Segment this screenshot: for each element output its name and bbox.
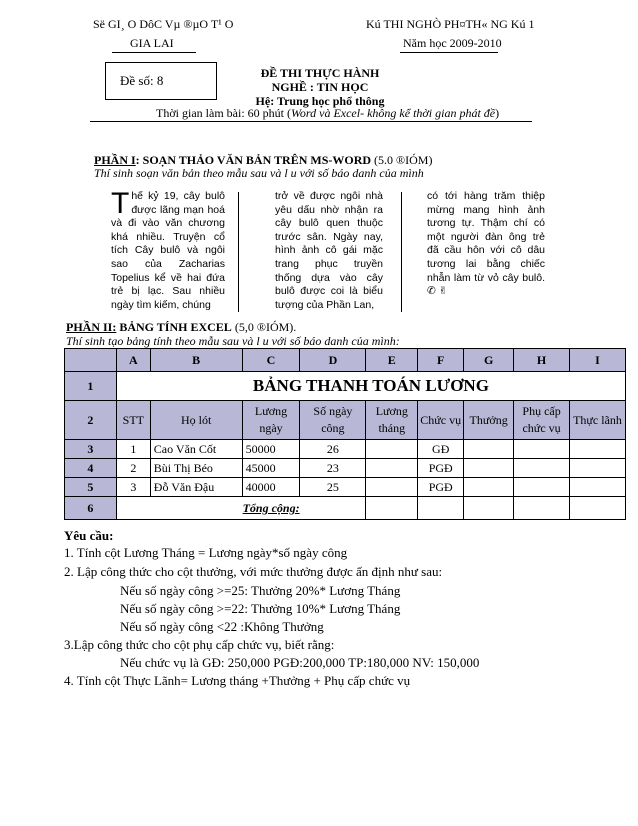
requirement-item: Nếu số ngày công >=25: Thưởng 20%* Lương Tháng xyxy=(120,583,401,598)
requirement-item: 3.Lập công thức cho cột phụ cấp chức vụ, biết rằng: xyxy=(64,637,335,652)
excel-table xyxy=(64,348,626,520)
table-row xyxy=(65,372,626,401)
cell-position[interactable]: GĐ xyxy=(418,440,464,459)
table-title: BẢNG THANH TOÁN LƯƠNG xyxy=(116,372,625,401)
cell-allowance[interactable] xyxy=(514,459,570,478)
col-letter: H xyxy=(514,349,570,372)
total-cell[interactable] xyxy=(464,497,514,520)
table-row xyxy=(65,478,626,497)
col-letter: C xyxy=(242,349,300,372)
cell-name[interactable]: Đỗ Văn Đậu xyxy=(150,478,242,497)
exam-subject: NGHỀ : TIN HỌC xyxy=(271,80,369,94)
requirement-item: 2. Lập công thức cho cột thưởng, với mức thưởng được ấn định như sau: xyxy=(64,564,443,579)
cell-net-pay[interactable] xyxy=(570,440,626,459)
cell-allowance[interactable] xyxy=(514,478,570,497)
column-header: Số ngày công xyxy=(300,401,366,440)
cell-name[interactable]: Bùi Thị Béo xyxy=(150,459,242,478)
requirement-item: Nếu số ngày công <22 :Không Thưởng xyxy=(120,619,324,634)
table-row xyxy=(65,459,626,478)
total-cell[interactable] xyxy=(514,497,570,520)
drop-cap: T xyxy=(111,187,130,220)
province-name: GIA LAI xyxy=(130,36,174,50)
total-cell[interactable] xyxy=(570,497,626,520)
exam-title: ĐỀ THI THỰC HÀNH xyxy=(260,66,380,80)
total-row xyxy=(65,497,626,520)
requirement-item: 4. Tính cột Thực Lãnh= Lương tháng +Thưởng + Phụ cấp chức vụ xyxy=(64,673,411,688)
cell-position[interactable]: PGĐ xyxy=(418,459,464,478)
cell-daily-wage[interactable]: 40000 xyxy=(242,478,300,497)
col-letter: G xyxy=(464,349,514,372)
column-header: Chức vụ xyxy=(418,401,464,440)
header-underline xyxy=(112,52,196,53)
cell-position[interactable]: PGĐ xyxy=(418,478,464,497)
row-number: 5 xyxy=(65,478,117,497)
col-letter: B xyxy=(150,349,242,372)
column-header: Phụ cấp chức vụ xyxy=(514,401,570,440)
part1-instruction: Thí sinh soạn văn bản theo mẫu sau và l u với số báo danh của mình xyxy=(94,166,424,180)
cell-workdays[interactable]: 25 xyxy=(300,478,366,497)
part2-instruction: Thí sinh tạo bảng tính theo mẫu sau và l u với số báo danh của mình: xyxy=(66,334,400,348)
column-header: Họ lót xyxy=(150,401,242,440)
school-year: Năm học 2009-2010 xyxy=(403,36,502,50)
title-underline xyxy=(90,121,532,122)
corner-cell xyxy=(65,349,117,372)
requirement-item: 1. Tính cột Lương Tháng = Lương ngày*số ngày công xyxy=(64,545,348,560)
exam-duration: Thời gian làm bài: 60 phút (Word và Excel- không kể thời gian phát đề) xyxy=(156,106,500,120)
row-number: 4 xyxy=(65,459,117,478)
cell-bonus[interactable] xyxy=(464,478,514,497)
column-header: Thưởng xyxy=(464,401,514,440)
col-letter: E xyxy=(366,349,418,372)
column-separator-2 xyxy=(401,192,402,312)
cell-monthly-wage[interactable] xyxy=(366,440,418,459)
requirement-item: Nếu chức vụ là GĐ: 250,000 PGĐ:200,000 TP:180,000 NV: 150,000 xyxy=(120,655,480,670)
col-letter: F xyxy=(418,349,464,372)
row-number: 3 xyxy=(65,440,117,459)
exam-code: Đề số: 8 xyxy=(120,73,164,88)
cell-monthly-wage[interactable] xyxy=(366,478,418,497)
col-letter: A xyxy=(116,349,150,372)
cell-stt[interactable]: 1 xyxy=(116,440,150,459)
word-column-1: Thế kỷ 19, cây bulô được lãng mạn hoá và đi vào văn chương khá nhiều. Truyện cổ tích Cây bulô và ngôi sao của Zacharias Topelius kể về hai đứa trẻ bị lạc. Sau nhiều ngày tìm kiếm, chúng xyxy=(111,187,225,311)
column-letter-row xyxy=(65,349,626,372)
requirement-item: Nếu số ngày công >=22: Thưởng 10%* Lương Tháng xyxy=(120,601,401,616)
part1-heading: PHẦN I: SOẠN THẢO VĂN BẢN TRÊN MS-WORD (5.0 ®IÓM) xyxy=(94,153,433,167)
cell-monthly-wage[interactable] xyxy=(366,459,418,478)
cell-net-pay[interactable] xyxy=(570,478,626,497)
cell-stt[interactable]: 2 xyxy=(116,459,150,478)
column-header: Lương ngày xyxy=(242,401,300,440)
column-header: Lương tháng xyxy=(366,401,418,440)
cell-daily-wage[interactable]: 50000 xyxy=(242,440,300,459)
total-cell[interactable] xyxy=(366,497,418,520)
total-label: Tổng cộng: xyxy=(116,497,365,520)
part2-heading: PHẦN II: BẢNG TÍNH EXCEL (5,0 ®IÓM). xyxy=(66,320,297,334)
column-separator-1 xyxy=(238,192,239,312)
cell-workdays[interactable]: 26 xyxy=(300,440,366,459)
symbol-icons: ✆ ✌ xyxy=(427,285,448,298)
header-underline-right xyxy=(400,52,498,53)
cell-net-pay[interactable] xyxy=(570,459,626,478)
cell-name[interactable]: Cao Văn Cốt xyxy=(150,440,242,459)
word-column-3: có tới hàng trăm thiệp mừng mang hình ảnh tương tự. Thậm chí có một người đàn ông trẻ đã cầu hôn với cô dâu tương lai bằng chiếc nhẫn làm từ vỏ cây bulô. ✆ ✌ xyxy=(427,190,545,298)
department-name: Së GI¸ O DôC Vµ ®µO T¹ O xyxy=(93,17,234,31)
cell-daily-wage[interactable]: 45000 xyxy=(242,459,300,478)
row-number: 6 xyxy=(65,497,117,520)
total-cell[interactable] xyxy=(418,497,464,520)
row-number: 2 xyxy=(65,401,117,440)
exam-name: Kú THI NGHÒ PH¤TH« NG Kú 1 xyxy=(366,17,535,31)
cell-allowance[interactable] xyxy=(514,440,570,459)
row-number: 1 xyxy=(65,372,117,401)
table-header-row xyxy=(65,401,626,440)
cell-bonus[interactable] xyxy=(464,459,514,478)
col-letter: I xyxy=(570,349,626,372)
cell-bonus[interactable] xyxy=(464,440,514,459)
cell-stt[interactable]: 3 xyxy=(116,478,150,497)
column-header: Thực lãnh xyxy=(570,401,626,440)
column-header: STT xyxy=(116,401,150,440)
table-row xyxy=(65,440,626,459)
cell-workdays[interactable]: 23 xyxy=(300,459,366,478)
exam-level: Hệ: Trung học phổ thông xyxy=(255,94,385,108)
col-letter: D xyxy=(300,349,366,372)
word-column-2: trở về được ngôi nhà yêu dấu nhờ nhận ra cây bulô quen thuộc trước sân. Ngày nay, hình ảnh cô gái mặc trang phục truyền thống dựa vào cây bulô được coi là biểu tượng của Phần Lan, xyxy=(275,190,383,311)
requirements-heading: Yêu cầu: xyxy=(64,528,114,543)
